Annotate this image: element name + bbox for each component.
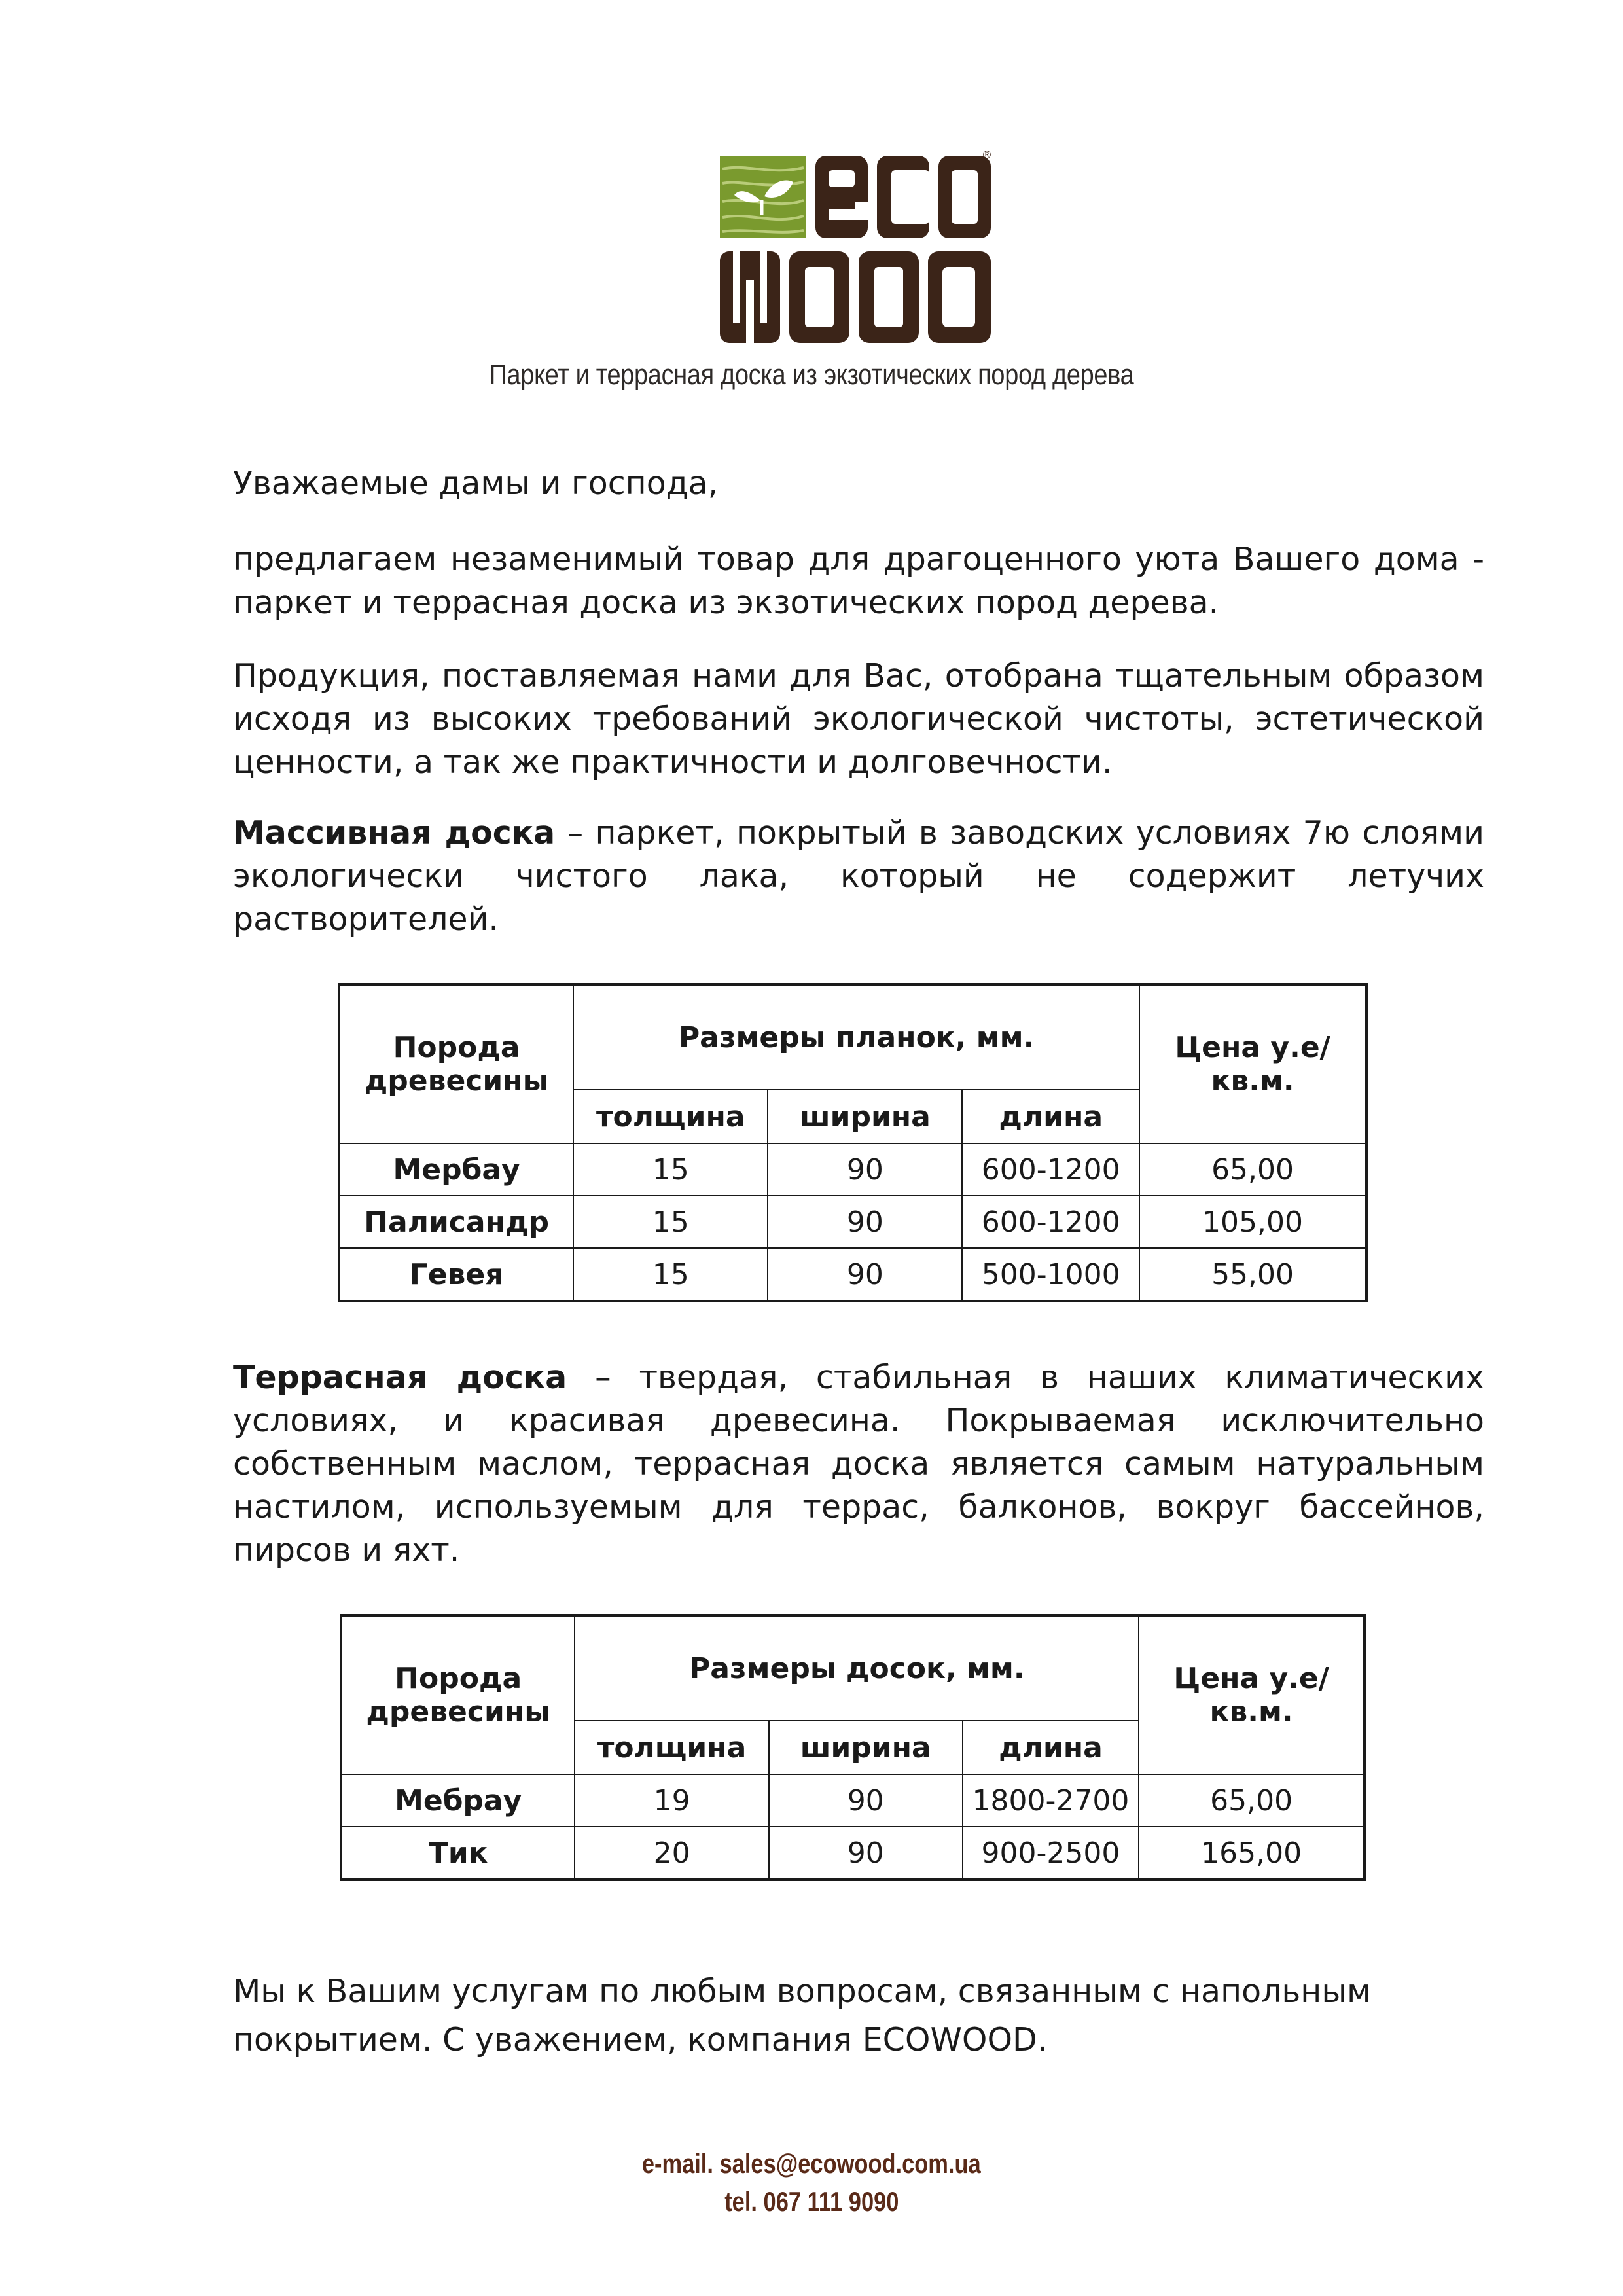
cell-width: 90	[769, 1774, 963, 1827]
cell-width: 90	[769, 1827, 963, 1880]
closing-paragraph	[233, 1967, 1484, 2064]
closing-line-1: Мы к Вашим услугам по любым вопросам, связанным с напольным	[233, 1973, 1371, 2010]
cell-length: 600-1200	[962, 1196, 1139, 1248]
cell-length: 1800-2700	[963, 1774, 1139, 1827]
cell-thickness: 15	[573, 1196, 768, 1248]
table-header-width: ширина	[768, 1090, 962, 1143]
cell-price: 105,00	[1139, 1196, 1366, 1248]
table-header-length: длина	[962, 1090, 1139, 1143]
table-header-width: ширина	[769, 1721, 963, 1774]
table-header-wood: Порода древесины	[339, 984, 573, 1143]
cell-width: 90	[768, 1248, 962, 1301]
greeting	[233, 462, 1484, 505]
table-row	[339, 1196, 1366, 1248]
terrace-board-description: – твердая, стабильная в наших климатических условиях, и красивая древесина. Покрываемая исключительно собственным маслом, террасная доска является самым натуральным настилом, используемым для террас, балконов, вокруг бассейнов, пирсов и яхт.	[233, 1359, 1485, 1569]
cell-wood: Гевея	[339, 1248, 573, 1301]
email-link[interactable]: e-mail. sales@ecowood.com.ua	[642, 2148, 981, 2179]
table-header-length: длина	[963, 1721, 1139, 1774]
cell-length: 500-1000	[962, 1248, 1139, 1301]
parquet-price-table	[338, 983, 1368, 1302]
cell-length: 900-2500	[963, 1827, 1139, 1880]
table-header-price: Цена у.е/кв.м.	[1139, 1615, 1364, 1774]
cell-width: 90	[768, 1196, 962, 1248]
ecowood-logo	[720, 149, 995, 344]
massive-board-title: Массивная доска	[233, 814, 556, 852]
massive-board-description: – паркет, покрытый в заводских условиях 7ю слоями экологически чистого лака, который не содержит летучих растворителей.	[233, 814, 1484, 938]
cell-price: 55,00	[1139, 1248, 1366, 1301]
cell-price: 65,00	[1139, 1774, 1364, 1827]
email-line	[0, 2148, 1623, 2179]
table-row	[341, 1774, 1364, 1827]
table-header-sizes: Размеры планок, мм.	[573, 984, 1139, 1090]
table-row	[339, 1248, 1366, 1301]
cell-thickness: 15	[573, 1143, 768, 1196]
cell-thickness: 20	[575, 1827, 768, 1880]
tagline: Паркет и террасная доска из экзотических пород дерева	[489, 359, 1134, 391]
table-header-sizes: Размеры досок, мм.	[575, 1615, 1139, 1721]
cell-wood: Тик	[341, 1827, 575, 1880]
massive-board-text	[233, 812, 1484, 941]
cell-price: 165,00	[1139, 1827, 1364, 1880]
cell-wood: Мербау	[339, 1143, 573, 1196]
table-header-wood: Порода древесины	[341, 1615, 575, 1774]
offer-paragraph	[233, 538, 1484, 624]
closing-line-2: покрытием. С уважением, компания ECOWOOD.	[233, 2021, 1048, 2058]
cell-thickness: 19	[575, 1774, 768, 1827]
cell-wood: Мебрау	[341, 1774, 575, 1827]
table-header-thickness: толщина	[573, 1090, 768, 1143]
cell-price: 65,00	[1139, 1143, 1366, 1196]
svg-text:®: ®	[982, 149, 992, 161]
cell-length: 600-1200	[962, 1143, 1139, 1196]
cell-wood: Палисандр	[339, 1196, 573, 1248]
product-paragraph	[233, 655, 1484, 784]
table-row	[341, 1827, 1364, 1880]
massive-board-paragraph	[233, 812, 1484, 941]
terrace-board-title: Террасная доска	[233, 1359, 567, 1396]
cell-width: 90	[768, 1143, 962, 1196]
phone-line	[0, 2186, 1623, 2217]
terrace-board-text	[233, 1356, 1484, 1572]
table-header-price: Цена у.е/кв.м.	[1139, 984, 1366, 1143]
phone-number: tel. 067 111 9090	[724, 2186, 899, 2217]
table-row	[339, 1143, 1366, 1196]
table-header-thickness: толщина	[575, 1721, 768, 1774]
terrace-board-paragraph	[233, 1356, 1484, 1572]
cell-thickness: 15	[573, 1248, 768, 1301]
offer-text: предлагаем незаменимый товар для драгоценного уюта Вашего дома - паркет и террасная доска из экзотических пород дерева.	[233, 541, 1484, 621]
product-text: Продукция, поставляемая нами для Вас, отобрана тщательным образом исходя из высоких требований экологической чистоты, эстетической ценности, а так же практичности и долговечности.	[233, 657, 1484, 781]
terrace-price-table	[340, 1614, 1366, 1881]
greeting-text: Уважаемые дамы и господа,	[233, 465, 719, 502]
